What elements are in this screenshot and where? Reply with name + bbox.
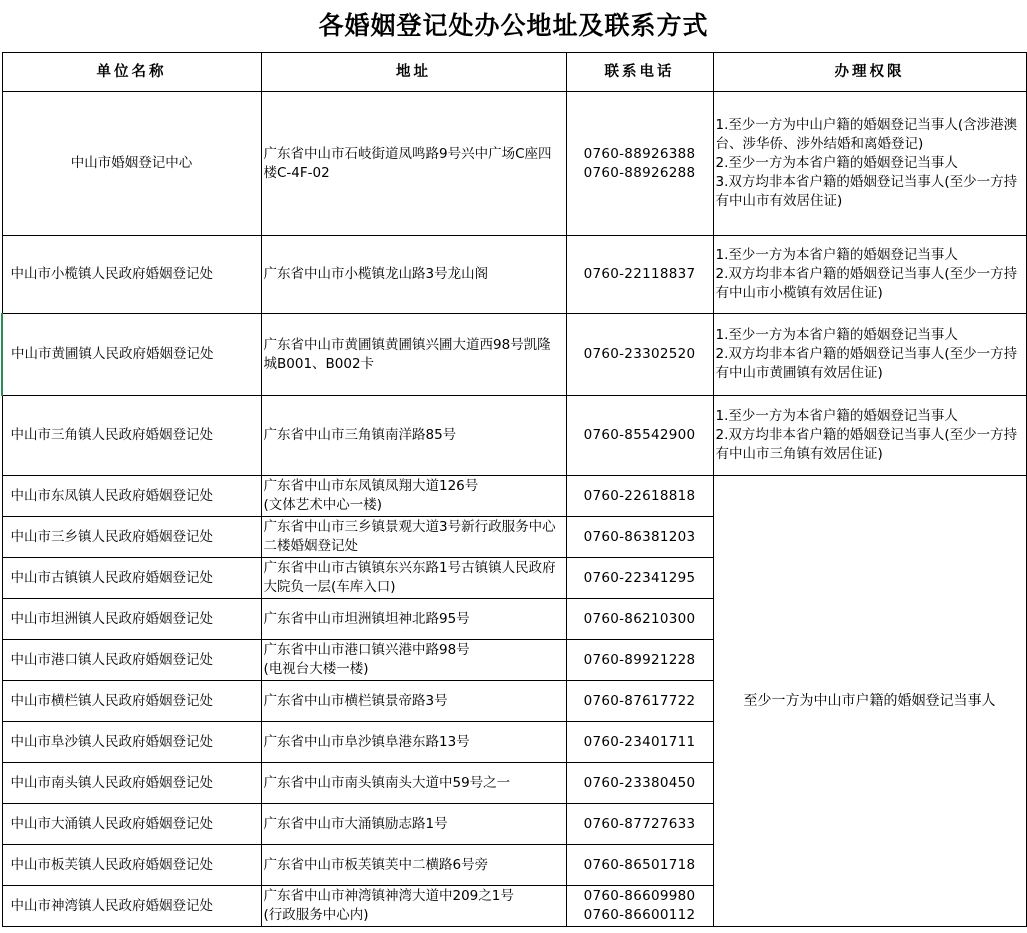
unit-cell: 中山市坦洲镇人民政府婚姻登记处 [2,599,261,640]
unit-cell: 中山市板芙镇人民政府婚姻登记处 [2,845,261,886]
scope-line: 2.至少一方为本省户籍的婚姻登记当事人 [715,155,958,171]
phone-cell [566,845,713,886]
unit-cell: 中山市三角镇人民政府婚姻登记处 [2,396,261,476]
address-line: 广东省中山市板芙镇芙中二横路6号旁 [263,856,489,873]
address-line: 广东省中山市阜沙镇阜港东路13号 [263,733,470,750]
registry-table [1,52,1027,927]
address-cell [261,92,566,236]
phone-cell [566,763,713,804]
phone-number: 0760-87727633 [583,815,696,832]
table-row [2,314,1026,396]
phone-number: 0760-89921228 [583,651,696,668]
table-row [2,396,1026,476]
address-cell [261,640,566,681]
address-line: 广东省中山市神湾镇神湾大道中209之1号 [263,888,514,904]
phone-number: 0760-23401711 [583,733,696,750]
phone-number: 0760-86609980 [583,888,696,904]
phone-number: 0760-22341295 [583,569,696,586]
scope-cell [713,92,1026,236]
phone-number: 0760-86600112 [583,907,696,923]
phone-cell [566,517,713,558]
scope-line: 1.至少一方为本省户籍的婚姻登记当事人 [715,247,958,263]
header-scope: 办理权限 [713,53,1026,92]
table-row [2,92,1026,236]
address-line: 广东省中山市三乡镇景观大道3号新行政服务中心二楼婚姻登记处 [263,519,556,554]
phone-number: 0760-23302520 [583,346,696,362]
address-line: 广东省中山市东凤镇凤翔大道126号 [263,478,479,494]
address-line: 广东省中山市大涌镇励志路1号 [263,815,448,832]
scope-line: 1.至少一方为本省户籍的婚姻登记当事人 [715,327,958,343]
header-row [2,53,1026,92]
unit-cell: 中山市大涌镇人民政府婚姻登记处 [2,804,261,845]
address-cell [261,763,566,804]
address-line: 广东省中山市石岐街道凤鸣路9号兴中广场C座四楼C-4F-02 [263,145,552,181]
address-cell [261,845,566,886]
unit-cell: 中山市婚姻登记中心 [2,92,261,236]
phone-cell [566,236,713,314]
address-line: (行政服务中心内) [263,907,369,923]
unit-cell: 中山市黄圃镇人民政府婚姻登记处 [2,314,261,396]
unit-cell: 中山市三乡镇人民政府婚姻登记处 [2,517,261,558]
address-line: 广东省中山市黄圃镇黄圃镇兴圃大道西98号凯隆城B001、B002卡 [263,336,551,372]
scope-line: 2.双方均非本省户籍的婚姻登记当事人(至少一方持有中山市三角镇有效居住证) [715,427,1018,462]
address-line: 广东省中山市古镇镇东兴东路1号古镇镇人民政府大院负一层(车库入口) [263,560,556,595]
address-cell [261,236,566,314]
phone-cell [566,681,713,722]
phone-number: 0760-22118837 [583,266,696,282]
address-line: 广东省中山市三角镇南洋路85号 [263,427,457,443]
phone-cell [566,396,713,476]
phone-number: 0760-23380450 [583,774,696,791]
address-line: (电视台大楼一楼) [263,661,369,677]
header-address: 地址 [261,53,566,92]
phone-number: 0760-85542900 [583,427,696,443]
address-line: 广东省中山市坦洲镇坦神北路95号 [263,610,470,627]
unit-cell: 中山市港口镇人民政府婚姻登记处 [2,640,261,681]
phone-cell [566,599,713,640]
address-line: 广东省中山市港口镇兴港中路98号 [263,642,470,658]
unit-cell: 中山市东凤镇人民政府婚姻登记处 [2,476,261,517]
phone-cell [566,640,713,681]
phone-number: 0760-22618818 [583,487,696,504]
address-cell [261,517,566,558]
table-row [2,236,1026,314]
address-cell [261,476,566,517]
phone-number: 0760-86381203 [583,528,696,545]
unit-cell: 中山市小榄镇人民政府婚姻登记处 [2,236,261,314]
header-unit: 单位名称 [2,53,261,92]
phone-number: 0760-88926288 [583,164,696,181]
address-cell [261,396,566,476]
address-line: 广东省中山市横栏镇景帝路3号 [263,692,448,709]
phone-cell [566,92,713,236]
address-line: 广东省中山市小榄镇龙山路3号龙山阁 [263,266,489,282]
table-row [2,476,1026,517]
merged-scope-cell: 至少一方为中山市户籍的婚姻登记当事人 [713,476,1026,927]
address-cell [261,804,566,845]
unit-cell: 中山市古镇镇人民政府婚姻登记处 [2,558,261,599]
phone-cell [566,314,713,396]
address-cell [261,599,566,640]
unit-cell: 中山市横栏镇人民政府婚姻登记处 [2,681,261,722]
address-cell [261,558,566,599]
address-line: 广东省中山市南头镇南头大道中59号之一 [263,774,511,791]
scope-line: 1.至少一方为中山户籍的婚姻登记当事人(含涉港澳台、涉华侨、涉外结婚和离婚登记) [715,117,1018,152]
phone-number: 0760-86501718 [583,856,696,873]
address-cell [261,886,566,927]
phone-cell [566,558,713,599]
scope-line: 2.双方均非本省户籍的婚姻登记当事人(至少一方持有中山市小榄镇有效居住证) [715,266,1018,301]
address-cell [261,681,566,722]
phone-cell [566,886,713,927]
phone-cell [566,804,713,845]
address-cell [261,722,566,763]
scope-line: 3.双方均非本省户籍的婚姻登记当事人(至少一方持有中山市有效居住证) [715,174,1018,209]
header-phone: 联系电话 [566,53,713,92]
unit-cell: 中山市南头镇人民政府婚姻登记处 [2,763,261,804]
address-cell [261,314,566,396]
phone-cell [566,722,713,763]
scope-line: 2.双方均非本省户籍的婚姻登记当事人(至少一方持有中山市黄圃镇有效居住证) [715,346,1018,381]
scope-cell [713,314,1026,396]
phone-cell [566,476,713,517]
phone-number: 0760-88926388 [583,145,696,162]
page-title: 各婚姻登记处办公地址及联系方式 [318,11,709,40]
unit-cell: 中山市阜沙镇人民政府婚姻登记处 [2,722,261,763]
scope-line: 1.至少一方为本省户籍的婚姻登记当事人 [715,408,958,424]
scope-cell [713,396,1026,476]
unit-cell: 中山市神湾镇人民政府婚姻登记处 [2,886,261,927]
scope-cell [713,236,1026,314]
phone-number: 0760-87617722 [583,692,696,709]
table-body [2,92,1026,927]
address-line: (文体艺术中心一楼) [263,497,383,513]
phone-number: 0760-86210300 [583,610,696,627]
